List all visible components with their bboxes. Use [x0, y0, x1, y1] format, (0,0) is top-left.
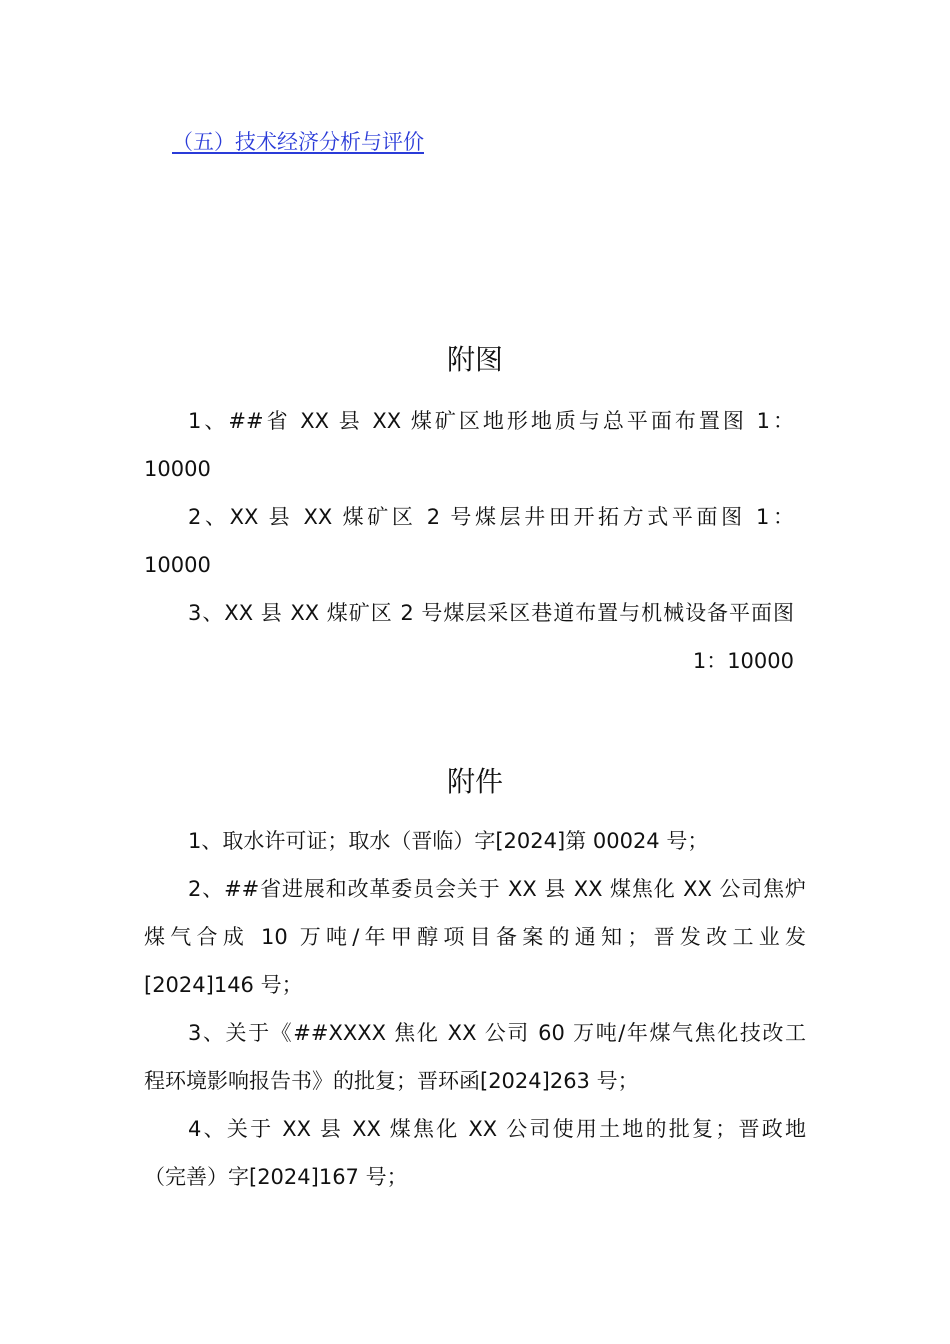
figure-item-2-line-2: 10000: [144, 553, 211, 577]
attachment-item-2-line-3: [2024]146 号；: [144, 973, 303, 997]
figures-heading: 附图: [446, 343, 503, 376]
attachment-item-1-line-1: 1、取水许可证；取水（晋临）字[2024]第 00024 号；: [188, 829, 709, 853]
toc-link-section-5[interactable]: （五）技术经济分析与评价: [172, 130, 424, 154]
figure-item-3-line-1: 3、XX 县 XX 煤矿区 2 号煤层采区巷道布置与机械设备平面图: [188, 601, 794, 625]
attachment-item-3-line-2: 程环境影响报告书》的批复；晋环函[2024]263 号；: [144, 1069, 639, 1093]
figure-item-3-line-2: 1：10000: [692, 649, 794, 673]
attachment-item-4-line-1: 4、关于 XX 县 XX 煤焦化 XX 公司使用土地的批复；晋政地: [188, 1117, 806, 1141]
attachment-item-3-line-1: 3、关于《##XXXX 焦化 XX 公司 60 万吨/年煤气焦化技改工: [188, 1021, 806, 1045]
attachment-item-4-line-2: （完善）字[2024]167 号；: [144, 1165, 408, 1189]
figure-item-1-line-1: 1、##省 XX 县 XX 煤矿区地形地质与总平面布置图 1：: [188, 409, 794, 433]
figure-item-1-line-2: 10000: [144, 457, 211, 481]
attachment-item-2-line-2: 煤气合成 10 万吨/年甲醇项目备案的通知；晋发改工业发: [144, 925, 806, 949]
attachments-heading: 附件: [446, 765, 503, 798]
figure-item-2-line-1: 2、XX 县 XX 煤矿区 2 号煤层井田开拓方式平面图 1：: [188, 505, 794, 529]
attachment-item-2-line-1: 2、##省进展和改革委员会关于 XX 县 XX 煤焦化 XX 公司焦炉: [188, 877, 806, 901]
